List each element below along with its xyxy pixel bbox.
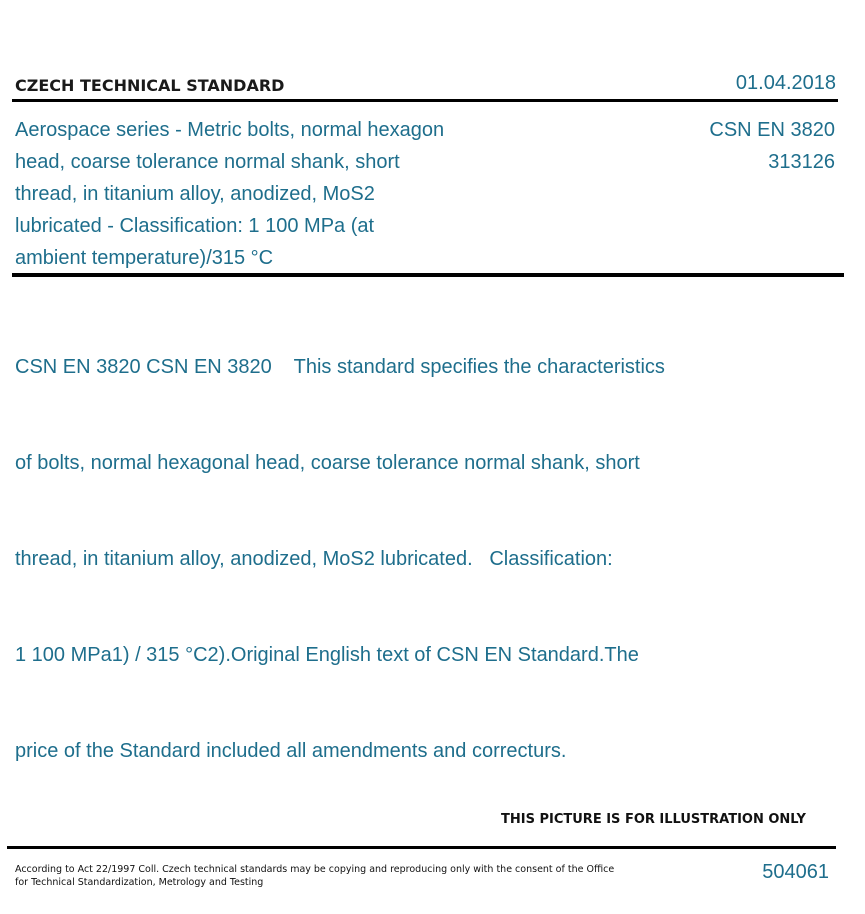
legal-notice-line: According to Act 22/1997 Coll. Czech technical standards may be copying and reproducing only with the consent of the Office: [15, 864, 615, 875]
classification-number: 313126: [768, 151, 835, 173]
legal-notice: [15, 863, 615, 889]
document-header-title: CZECH TECHNICAL STANDARD: [15, 76, 285, 95]
legal-notice-line: for Technical Standardization, Metrology and Testing: [15, 877, 264, 888]
title-divider: [12, 273, 844, 277]
catalog-number: 504061: [762, 861, 829, 883]
illustration-disclaimer: THIS PICTURE IS FOR ILLUSTRATION ONLY: [501, 812, 806, 827]
description-line: thread, in titanium alloy, anodized, MoS2 lubricated. Classification:: [15, 548, 613, 570]
standard-code: CSN EN 3820: [709, 119, 835, 141]
standard-title-line: lubricated - Classification: 1 100 MPa (at: [15, 215, 375, 237]
standard-title-line: thread, in titanium alloy, anodized, MoS2: [15, 183, 375, 205]
standard-title-line: ambient temperature)/315 °C: [15, 247, 274, 269]
standard-title: [15, 114, 485, 274]
description-line: CSN EN 3820 CSN EN 3820 This standard specifies the characteristics: [15, 356, 665, 378]
standard-title-line: Aerospace series - Metric bolts, normal hexagon: [15, 119, 445, 141]
standard-description: [15, 287, 730, 799]
publication-date: 01.04.2018: [735, 72, 836, 94]
description-line: of bolts, normal hexagonal head, coarse tolerance normal shank, short: [15, 452, 640, 474]
header-divider: [12, 99, 838, 102]
description-line: 1 100 MPa1) / 315 °C2).Original English text of CSN EN Standard.The: [15, 644, 639, 666]
standard-title-line: head, coarse tolerance normal shank, short: [15, 151, 400, 173]
description-line: price of the Standard included all amendments and correcturs.: [15, 740, 567, 762]
footer-divider: [7, 846, 836, 849]
standard-identifiers: [709, 114, 835, 178]
